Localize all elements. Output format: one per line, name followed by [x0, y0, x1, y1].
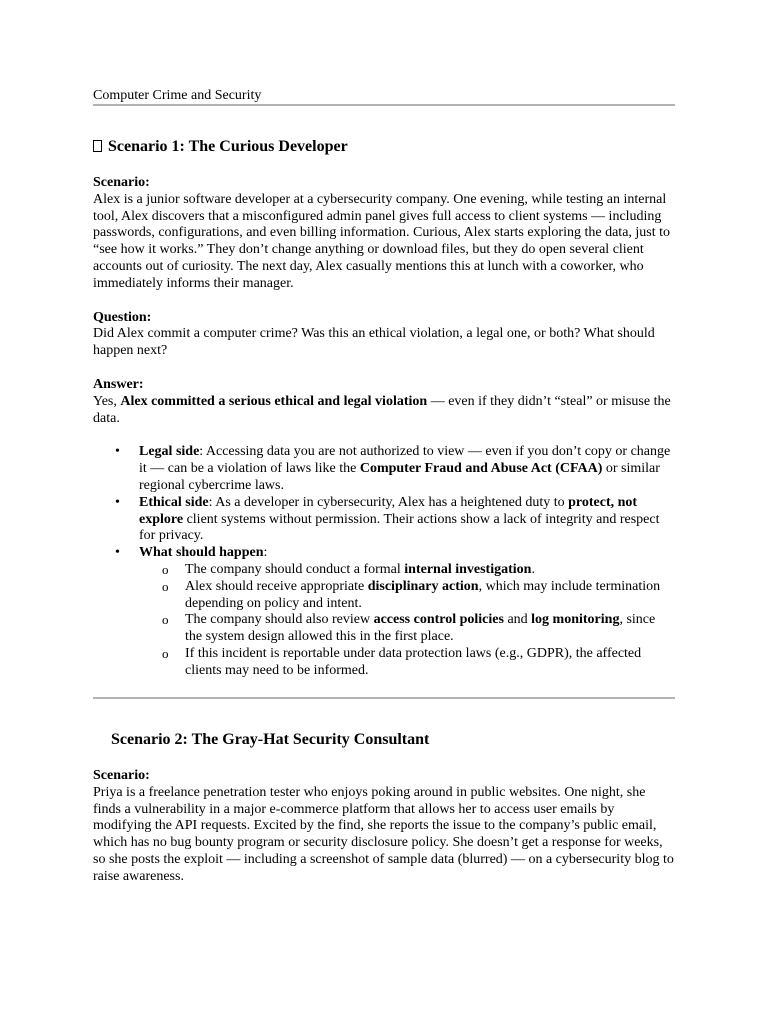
- scenario-1-answer-block: [93, 377, 675, 427]
- ethical-text-b: client systems without permission. Their actions show a lack of integrity and respect for privacy.: [139, 511, 660, 544]
- legal-text-a: : Accessing data you are not authorized to view — even if you don’t copy or change it — can be a violation of laws like the: [139, 444, 671, 477]
- sub-list-item: o If this incident is reportable under data protection laws (e.g., GDPR), the affected clients may need to be informed.: [185, 646, 675, 680]
- answer-pre: Yes,: [93, 393, 121, 409]
- list-item-what-should-happen: [139, 545, 675, 679]
- scenario-2-scenario-block: [93, 768, 675, 886]
- scenario-1-heading: [93, 138, 675, 156]
- document-header: Computer Crime and Security: [93, 88, 262, 103]
- box-icon: [93, 140, 102, 152]
- scenario-1-question-block: [93, 310, 675, 360]
- scenario-2-section: [93, 731, 675, 886]
- scenario-1-answer-text: [93, 394, 675, 428]
- sub-list-item: o The company should conduct a formal internal investigation.: [185, 562, 675, 579]
- answer-post: — even if they didn’t “steal” or misuse the data.: [93, 393, 671, 426]
- answer-bullet-list: [93, 444, 675, 679]
- scenario-2-heading: Scenario 2: The Gray-Hat Security Consultant: [111, 731, 430, 748]
- legal-text-b: or similar regional cybercrime laws.: [139, 461, 660, 493]
- legal-bold: Computer Fraud and Abuse Act (CFAA): [359, 461, 603, 477]
- scenario-1-question-text: Did Alex commit a computer crime? Was this an ethical violation, a legal one, or both? What should happen next?: [93, 326, 655, 359]
- list-item-legal: [139, 444, 675, 494]
- scenario-1-section: [93, 138, 675, 680]
- scenario-1-heading-text: Scenario 1: The Curious Developer: [108, 138, 348, 155]
- legal-label: Legal side: [139, 444, 200, 460]
- scenario-label: Scenario:: [93, 175, 150, 190]
- question-label: Question:: [93, 309, 152, 325]
- ethical-text-a: : As a developer in cybersecurity, Alex has a heightened duty to: [208, 494, 569, 510]
- answer-label: Answer:: [93, 376, 144, 392]
- scenario-1-scenario-block: [93, 175, 675, 293]
- list-item-ethical: [139, 495, 675, 545]
- scenario-label: Scenario:: [93, 768, 150, 783]
- happen-label: What should happen: [139, 545, 264, 561]
- scenario-2-scenario-text: Priya is a freelance penetration tester who enjoys poking around in public websites. One night, she finds a vulnerability in a major e-commerce platform that allows her to access user emails by modifying the API requests. Excited by the find, she reports the issue to the company’s public email, which has no bug bounty program or security disclosure policy. She doesn’t get a response for weeks, so she posts the exploit — including a screenshot of sample data (blurred) — on a cybersecurity blog to raise awareness.: [93, 784, 674, 884]
- ethical-label: Ethical side: [139, 494, 209, 510]
- section-divider: [93, 697, 675, 699]
- sub-list-item: o Alex should receive appropriate disciplinary action, which may include termination depending on policy and intent.: [185, 579, 675, 613]
- scenario-1-scenario-text: Alex is a junior software developer at a cybersecurity company. One evening, while testing an internal tool, Alex discovers that a misconfigured admin panel gives full access to client systems — including passwords, configurations, and even billing information. Curious, Alex starts exploring the data, just to “see how it works.” They don’t change anything or download files, but they do open several client accounts out of curiosity. The next day, Alex casually mentions this at lunch with a coworker, who immediately informs their manager.: [93, 191, 671, 291]
- header-divider: [93, 104, 675, 106]
- sub-list-item: o The company should also review access control policies and log monitoring, since the system design allowed this in the first place.: [185, 612, 675, 646]
- ethical-bold: protect, not explore: [139, 494, 638, 527]
- happen-text-a: :: [263, 545, 268, 561]
- answer-bold: Alex committed a serious ethical and legal violation: [120, 393, 428, 409]
